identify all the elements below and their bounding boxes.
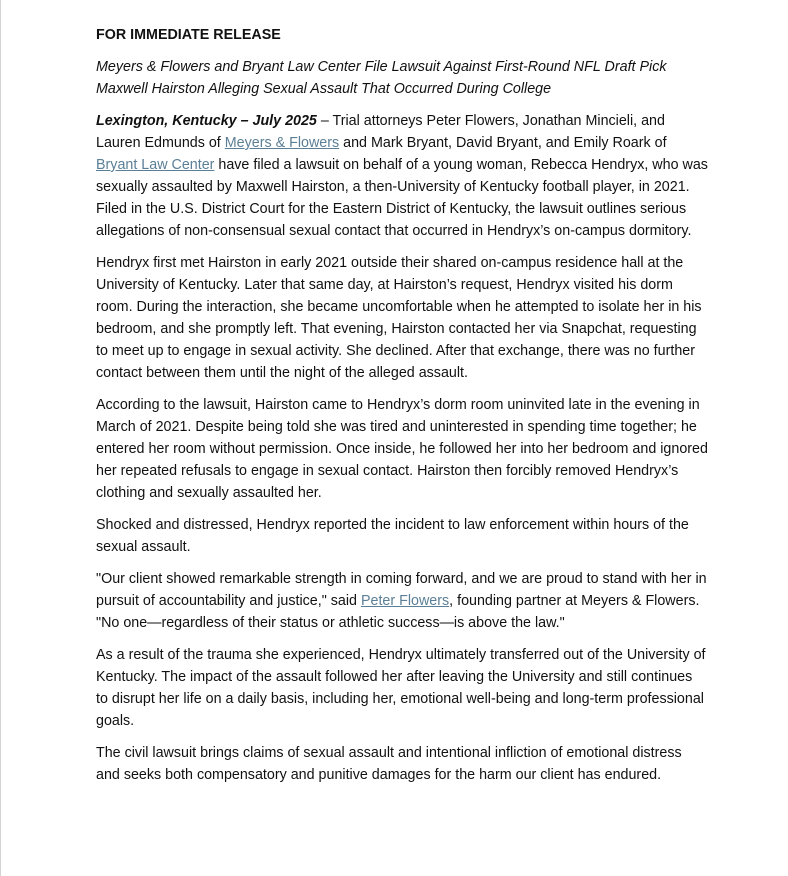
intro-text-1: – Trial attorneys Peter Flowers, Jonathan Mincieli, and Lauren Edmunds of <box>96 113 665 151</box>
quote-text-1: "Our client showed remarkable strength in coming forward, and we are proud to stand with her in pursuit of accountability and justice," said <box>96 571 707 609</box>
paragraph-report: Shocked and distressed, Hendryx reported the incident to law enforcement within hours of the sexual assault. <box>96 517 689 555</box>
paragraph-lawsuit-allegations: According to the lawsuit, Hairston came to Hendryx’s dorm room uninvited late in the evening in March of 2021. Despite being told she was tired and uninterested in spending time together; he entered her room without permission. Once inside, he followed her into her bedroom and ignored her repeated refusals to engage in sexual contact. Hairston then forcibly removed Hendryx’s clothing and sexually assaulted her. <box>96 397 708 501</box>
meyers-flowers-link[interactable]: Meyers & Flowers <box>224 135 340 151</box>
paragraph-claims: The civil lawsuit brings claims of sexual assault and intentional infliction of emotional distress and seeks both compensatory and punitive damages for the harm our client has endured. <box>96 745 682 783</box>
release-subheading: Meyers & Flowers and Bryant Law Center File Lawsuit Against First-Round NFL Draft Pick Maxwell Hairston Alleging Sexual Assault That Occurred During College <box>96 59 667 97</box>
quote-text-2: , founding partner at Meyers & Flowers. "No one—regardless of their status or athletic success—is above the law." <box>96 593 700 631</box>
intro-text-2: and Mark Bryant, David Bryant, and Emily Roark of <box>339 135 667 151</box>
paragraph-quote <box>96 568 708 634</box>
paragraph-intro <box>96 110 708 242</box>
paragraph-background: Hendryx first met Hairston in early 2021 outside their shared on-campus residence hall at the University of Kentucky. Later that same day, at Hairston’s request, Hendryx visited his dorm room. During the interaction, she became uncomfortable when he attempted to isolate her in his bedroom, and she promptly left. That evening, Hairston contacted her via Snapchat, requesting to meet up to engage in sexual activity. She declined. After that exchange, there was no further contact between them until the night of the alleged assault. <box>96 255 702 381</box>
paragraph-impact: As a result of the trauma she experienced, Hendryx ultimately transferred out of the University of Kentucky. The impact of the assault followed her after leaving the University and still continues to disrupt her life on a daily basis, including her, emotional well-being and long-term professional goals. <box>96 647 706 729</box>
dateline: Lexington, Kentucky – July 2025 <box>96 113 317 129</box>
bryant-law-center-link[interactable]: Bryant Law Center <box>96 157 215 173</box>
intro-text-3: have filed a lawsuit on behalf of a young woman, Rebecca Hendryx, who was sexually assaulted by Maxwell Hairston, a then-University of Kentucky football player, in 2021. Filed in the U.S. District Court for the Eastern District of Kentucky, the lawsuit outlines serious allegations of non-consensual sexual contact that occurred in Hendryx’s on-campus dormitory. <box>96 157 708 239</box>
release-heading: FOR IMMEDIATE RELEASE <box>96 27 281 43</box>
peter-flowers-link[interactable]: Peter Flowers <box>360 593 450 609</box>
press-release-body <box>96 24 708 796</box>
